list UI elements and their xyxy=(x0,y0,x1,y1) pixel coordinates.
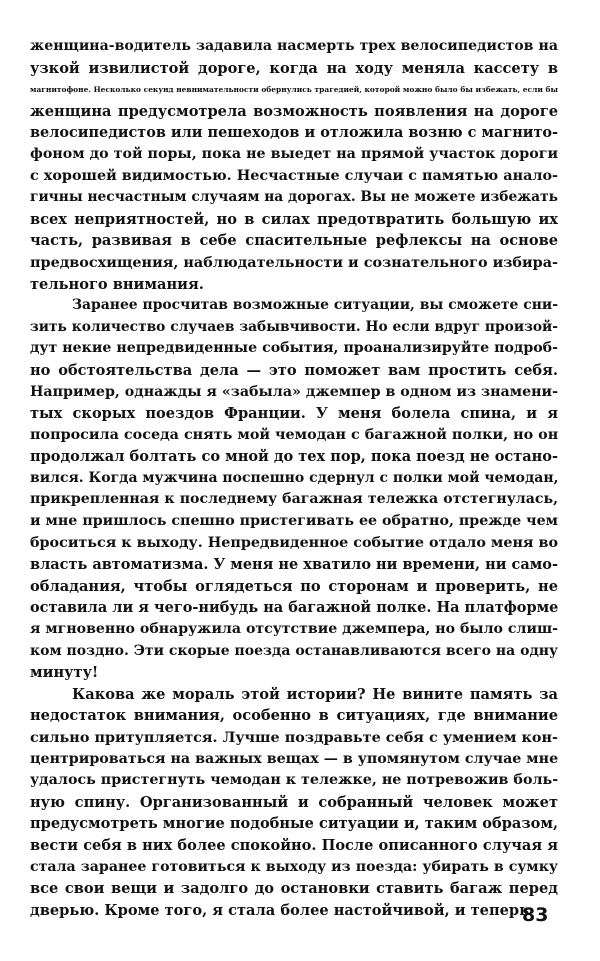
text-line: стала заранее готовиться к выходу из поезда: убирать в сумку xyxy=(30,858,558,875)
text-line: минуту! xyxy=(30,664,99,682)
text-line: с хорошей видимостью. Несчастные случаи с памятью анало- xyxy=(30,167,558,184)
text-line: Какова же мораль этой истории? Не вините память за xyxy=(72,685,558,703)
text-line: власть автоматизма. У меня не хватило ни времени, ни само- xyxy=(30,556,558,574)
text-line: обладания, чтобы оглядеться по сторонам и проверить, не xyxy=(30,577,558,595)
text-line: но обстоятельства дела — это поможет вам простить себя. xyxy=(30,361,558,379)
text-line: узкой извилистой дороге, когда на ходу меняла кассету в xyxy=(30,59,558,77)
text-line: прикрепленная к последнему багажная тележка отстегнулась, xyxy=(30,491,558,508)
text-line: и мне пришлось спешно пристегивать ее обратно, прежде чем xyxy=(30,513,558,530)
text-line: оставила ли я чего-нибудь на багажной полке. На платформе xyxy=(30,599,558,617)
text-line: тельного внимания. xyxy=(30,275,204,293)
text-line: предвосхищения, наблюдательности и сознательного избира- xyxy=(30,253,558,271)
text-line: велосипедистов или пешеходов и отложила возню с магнито- xyxy=(30,124,558,142)
text-line: Заранее просчитав возможные ситуации, вы сможете сни- xyxy=(72,297,558,314)
text-line: вести себя в них более спокойно. После описанного случая я xyxy=(30,836,558,854)
text-line: недостаток внимания, особенно в ситуациях, где внимание xyxy=(30,707,558,725)
text-line: центрироваться на важных вещах — в упомянутом случае мне xyxy=(30,750,558,767)
text-line: ком поздно. Эти скорые поезда останавливаются всего на одну xyxy=(30,642,558,659)
text-line: продолжал болтать со мной до тех пор, пока поезд не остано- xyxy=(30,448,558,466)
text-line: вился. Когда мужчина поспешно сдернул с полки мой чемодан, xyxy=(30,469,558,486)
text-line: дут некие непредвиденные события, проанализируйте подроб- xyxy=(30,340,558,357)
text-line: попросила соседа снять мой чемодан с багажной полки, но он xyxy=(30,426,558,443)
text-line: предусмотреть многие подобные ситуации и, таким образом, xyxy=(30,815,558,833)
text-line: сильно притупляется. Лучше поздравьте себя с умением кон- xyxy=(30,729,558,746)
text-line: всех неприятностей, но в силах предотвратить большую их xyxy=(30,210,558,228)
paragraph xyxy=(30,684,558,922)
text-line: ную спину. Организованный и собранный человек может xyxy=(30,793,558,811)
text-line: я мгновенно обнаружила отсутствие джемпера, но было слиш- xyxy=(30,621,558,638)
text-line: часть, развивая в себе спасительные рефлексы на основе xyxy=(30,232,558,250)
text-line: магнитофоне. Несколько секунд невнимательности обернулись трагедией, которой можно было бы избежать, если бы xyxy=(30,85,558,95)
text-line: дверью. Кроме того, я стала более настойчивой, и теперь xyxy=(30,901,530,919)
text-line: броситься к выходу. Непредвиденное событие отдало меня во xyxy=(30,534,558,551)
text-line: фоном до той поры, пока не выедет на прямой участок дороги xyxy=(30,145,558,162)
paragraph xyxy=(30,36,558,295)
text-line: гичны несчастным случаям на дорогах. Вы не можете избежать xyxy=(30,189,558,206)
text-line: зить количество случаев забывчивости. Но если вдруг произой- xyxy=(30,318,558,335)
text-line: удалось пристегнуть чемодан к тележке, не потревожив боль- xyxy=(30,772,558,789)
page-number: 83 xyxy=(522,904,549,926)
paragraph xyxy=(30,295,558,684)
text-line: женщина предусмотрела возможность появления на дороге xyxy=(30,102,558,120)
text-line: все свои вещи и задолго до остановки ставить багаж перед xyxy=(30,880,558,898)
text-line: женщина-водитель задавила насмерть трех велосипедистов на xyxy=(30,38,558,54)
text-line: тых скорых поездов Франции. У меня болела спина, и я xyxy=(30,405,558,423)
body-text xyxy=(30,36,558,921)
text-line: Например, однажды я «забыла» джемпер в одном из знамени- xyxy=(30,383,558,400)
